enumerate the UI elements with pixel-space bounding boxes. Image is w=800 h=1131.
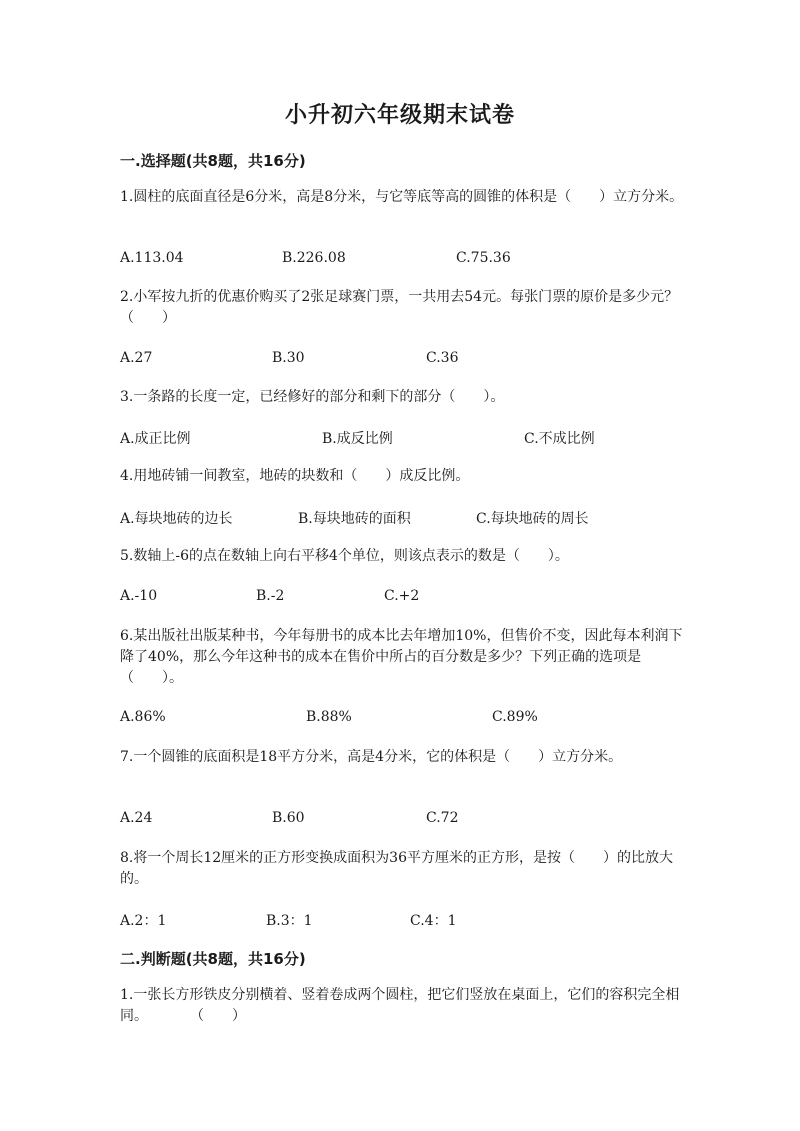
option-c: C.每块地砖的周长 xyxy=(476,511,589,527)
option-b: B.60 xyxy=(272,810,305,826)
option-c: C.36 xyxy=(426,350,459,366)
judge-question-1: 1.一张长方形铁皮分别横着、竖着卷成两个圆柱，把它们竖放在桌面上，它们的容积完全相同。 （ ） xyxy=(120,987,680,1024)
question-1: 1.圆柱的底面直径是6分米，高是8分米，与它等底等高的圆锥的体积是（ ）立方分米。 xyxy=(120,189,684,205)
question-6: 6.某出版社出版某种书，今年每册书的成本比去年增加10%，但售价不变，因此每本利润下降了40%，那么今年这种书的成本在售价中所占的百分数是多少？下列正确的选项是（ ）。 xyxy=(120,628,683,686)
options-3 xyxy=(120,428,690,448)
question-5: 5.数轴上-6的点在数轴上向右平移4个单位，则该点表示的数是（ ）。 xyxy=(120,548,569,564)
option-a: A.86% xyxy=(120,709,166,725)
options-4 xyxy=(120,508,690,528)
option-a: A.成正比例 xyxy=(120,431,191,447)
question-2: 2.小军按九折的优惠价购买了2张足球赛门票，一共用去54元。每张门票的原价是多少元？（ ） xyxy=(120,289,679,326)
options-6 xyxy=(120,709,690,729)
question-7: 7.一个圆锥的底面积是18平方分米，高是4分米，它的体积是（ ）立方分米。 xyxy=(120,749,623,765)
option-c: C.89% xyxy=(492,709,538,725)
option-a: A.-10 xyxy=(120,588,158,604)
page-title: 小升初六年级期末试卷 xyxy=(284,103,515,128)
section-heading-judge: 二.判断题(共8题，共16分) xyxy=(120,950,306,968)
options-2 xyxy=(120,350,690,370)
option-b: B.成反比例 xyxy=(322,431,393,447)
option-a: A.113.04 xyxy=(120,250,184,266)
option-b: B.30 xyxy=(272,350,305,366)
option-a: A.24 xyxy=(120,810,153,826)
option-c: C.+2 xyxy=(384,588,420,604)
option-a: A.2：1 xyxy=(120,913,167,929)
option-c: C.75.36 xyxy=(456,250,511,266)
options-5 xyxy=(120,588,690,608)
question-4: 4.用地砖铺一间教室，地砖的块数和（ ）成反比例。 xyxy=(120,468,470,484)
option-b: B.-2 xyxy=(256,588,285,604)
option-a: A.27 xyxy=(120,350,153,366)
option-c: C.72 xyxy=(426,810,459,826)
option-a: A.每块地砖的边长 xyxy=(120,511,233,527)
option-b: B.226.08 xyxy=(282,250,346,266)
option-c: C.4：1 xyxy=(410,913,457,929)
section-heading-choice: 一.选择题(共8题，共16分) xyxy=(120,152,306,170)
options-1 xyxy=(120,250,690,270)
options-8 xyxy=(120,910,690,930)
option-b: B.每块地砖的面积 xyxy=(298,511,411,527)
option-b: B.3：1 xyxy=(266,913,313,929)
option-b: B.88% xyxy=(306,709,352,725)
option-c: C.不成比例 xyxy=(524,431,595,447)
question-8: 8.将一个周长12厘米的正方形变换成面积为36平方厘米的正方形，是按（ ）的比放大的。 xyxy=(120,850,673,887)
question-3: 3.一条路的长度一定，已经修好的部分和剩下的部分（ ）。 xyxy=(120,389,505,405)
options-7 xyxy=(120,810,690,830)
